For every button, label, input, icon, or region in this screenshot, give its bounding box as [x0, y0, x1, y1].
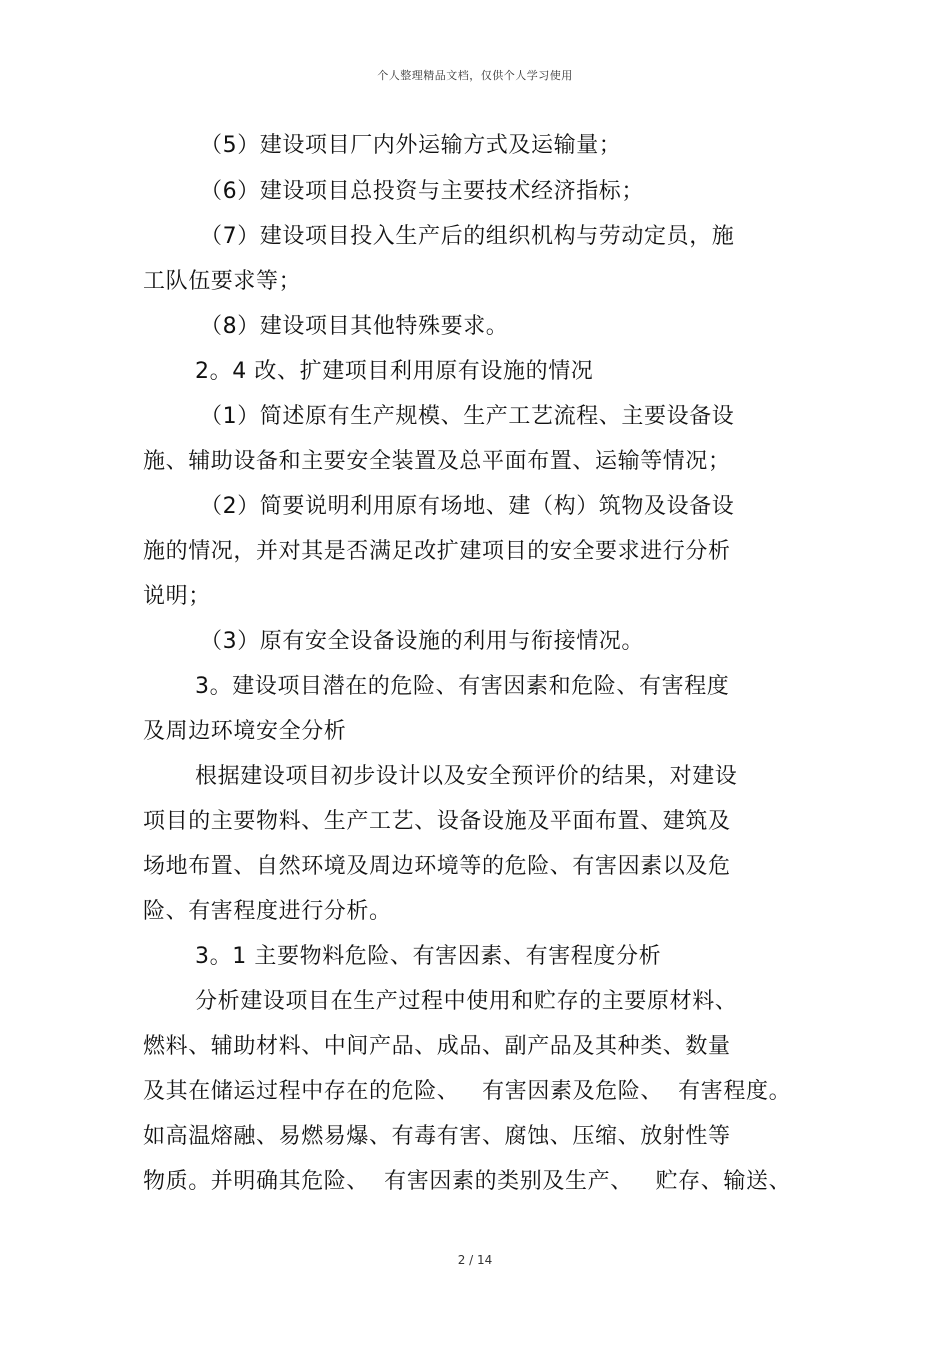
text-line: 险、有害程度进行分析。 — [143, 899, 392, 924]
text-line: （1）简述原有生产规模、生产工艺流程、主要设备设 — [200, 404, 735, 429]
text-line: （2）简要说明利用原有场地、建（构）筑物及设备设 — [200, 494, 735, 519]
section-heading: 3。1 主要物料危险、有害因素、有害程度分析 — [195, 944, 662, 969]
text-line: 施的情况，并对其是否满足改扩建项目的安全要求进行分析 — [143, 539, 731, 564]
text-line: （3）原有安全设备设施的利用与衔接情况。 — [200, 629, 644, 654]
text-line: 工队伍要求等； — [143, 269, 302, 294]
text-line: 分析建设项目在生产过程中使用和贮存的主要原材料、 — [195, 989, 738, 1014]
section-heading: 2。4 改、扩建项目利用原有设施的情况 — [195, 359, 594, 384]
text-line: 说明； — [143, 584, 211, 609]
page-number: 2 / 14 — [457, 1253, 493, 1267]
text-line: 如高温熔融、易燃易爆、有毒有害、腐蚀、压缩、放射性等 — [143, 1124, 731, 1149]
section-heading: 3。建设项目潜在的危险、有害因素和危险、有害程度 — [195, 674, 730, 699]
text-line: 施、辅助设备和主要安全装置及总平面布置、运输等情况； — [143, 449, 731, 474]
text-line: （5）建设项目厂内外运输方式及运输量； — [200, 133, 622, 158]
text-line: （7）建设项目投入生产后的组织机构与劳动定员，施 — [200, 224, 735, 249]
text-line: 物质。并明确其危险、 有害因素的类别及生产、 贮存、输送、 — [143, 1169, 792, 1194]
text-line: 及其在储运过程中存在的危险、 有害因素及危险、 有害程度。 — [143, 1079, 792, 1104]
text-line: 项目的主要物料、生产工艺、设备设施及平面布置、建筑及 — [143, 809, 731, 834]
text-line: （6）建设项目总投资与主要技术经济指标； — [200, 179, 644, 204]
text-line: （8）建设项目其他特殊要求。 — [200, 314, 509, 339]
text-line: 场地布置、自然环境及周边环境等的危险、有害因素以及危 — [143, 854, 731, 879]
text-line: 燃料、辅助材料、中间产品、成品、副产品及其种类、数量 — [143, 1034, 731, 1059]
text-line: 根据建设项目初步设计以及安全预评价的结果，对建设 — [195, 764, 738, 789]
page-header: 个人整理精品文档，仅供个人学习使用 — [377, 69, 573, 82]
section-heading: 及周边环境安全分析 — [143, 719, 347, 744]
